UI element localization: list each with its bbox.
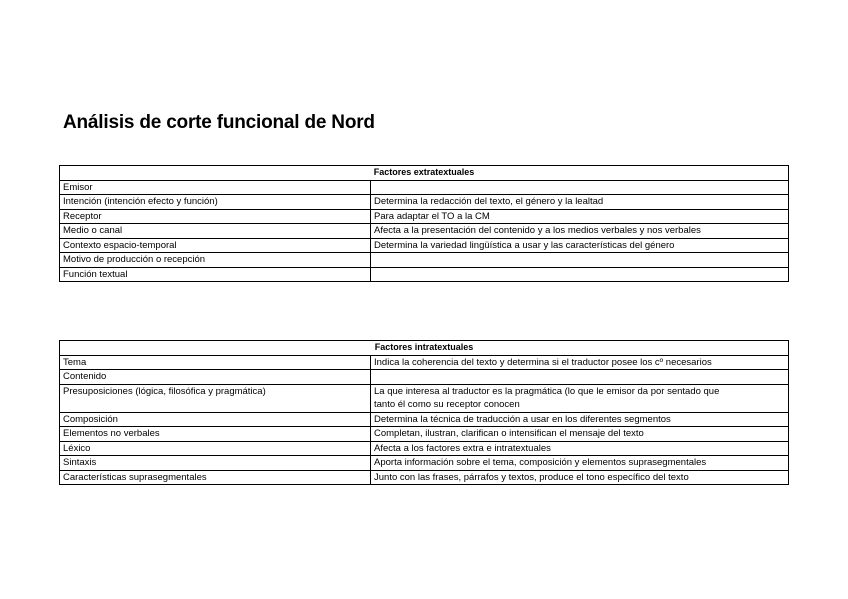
table-row: [60, 412, 789, 427]
factor-cell: Intención (intención efecto y función): [60, 195, 371, 210]
table-header: Factores extratextuales: [60, 166, 789, 181]
factor-cell: Sintaxis: [60, 456, 371, 471]
description-cell: Completan, ilustran, clarifican o intensifican el mensaje del texto: [371, 427, 789, 442]
table-row: [60, 427, 789, 442]
factor-cell: Léxico: [60, 441, 371, 456]
factor-cell: Composición: [60, 412, 371, 427]
table-row: [60, 195, 789, 210]
description-cell: Afecta a los factores extra e intratextuales: [371, 441, 789, 456]
table-row: [60, 384, 789, 412]
table-row: [60, 209, 789, 224]
description-line: tanto él como su receptor conocen: [374, 399, 520, 410]
table-row: [60, 456, 789, 471]
factor-cell: Motivo de producción o recepción: [60, 253, 371, 268]
description-cell: Determina la variedad lingüística a usar y las características del género: [371, 238, 789, 253]
table-row: [60, 441, 789, 456]
factor-cell: Tema: [60, 355, 371, 370]
intratextual-factors-table: [59, 340, 789, 485]
page-title: Análisis de corte funcional de Nord: [63, 112, 375, 133]
factor-cell: Receptor: [60, 209, 371, 224]
extratextual-factors-table: [59, 165, 789, 282]
description-cell: [371, 370, 789, 385]
factor-cell: Contexto espacio-temporal: [60, 238, 371, 253]
description-cell: [371, 267, 789, 282]
description-cell: Determina la técnica de traducción a usar en los diferentes segmentos: [371, 412, 789, 427]
factor-cell: Contenido: [60, 370, 371, 385]
factor-cell: Emisor: [60, 180, 371, 195]
factor-cell: Elementos no verbales: [60, 427, 371, 442]
factor-cell: Función textual: [60, 267, 371, 282]
table-row: [60, 180, 789, 195]
table-header-row: [60, 166, 789, 181]
table-header-row: [60, 341, 789, 356]
description-cell: Para adaptar el TO a la CM: [371, 209, 789, 224]
description-cell: Afecta a la presentación del contenido y a los medios verbales y nos verbales: [371, 224, 789, 239]
description-cell: [371, 180, 789, 195]
description-cell: [371, 384, 789, 412]
table-row: [60, 224, 789, 239]
description-cell: [371, 253, 789, 268]
table-row: [60, 267, 789, 282]
table-row: [60, 355, 789, 370]
description-line: La que interesa al traductor es la pragmática (lo que le emisor da por sentado que: [374, 385, 720, 397]
description-cell: Determina la redacción del texto, el género y la lealtad: [371, 195, 789, 210]
table-row: [60, 370, 789, 385]
description-cell: Aporta información sobre el tema, composición y elementos suprasegmentales: [371, 456, 789, 471]
factor-cell: Presuposiciones (lógica, filosófica y pragmática): [60, 384, 371, 412]
factor-cell: Medio o canal: [60, 224, 371, 239]
table-row: [60, 238, 789, 253]
table-row: [60, 253, 789, 268]
description-cell: Junto con las frases, párrafos y textos, produce el tono específico del texto: [371, 470, 789, 485]
table-row: [60, 470, 789, 485]
table-header: Factores intratextuales: [60, 341, 789, 356]
factor-cell: Características suprasegmentales: [60, 470, 371, 485]
description-cell: Indica la coherencia del texto y determina si el traductor posee los cº necesarios: [371, 355, 789, 370]
